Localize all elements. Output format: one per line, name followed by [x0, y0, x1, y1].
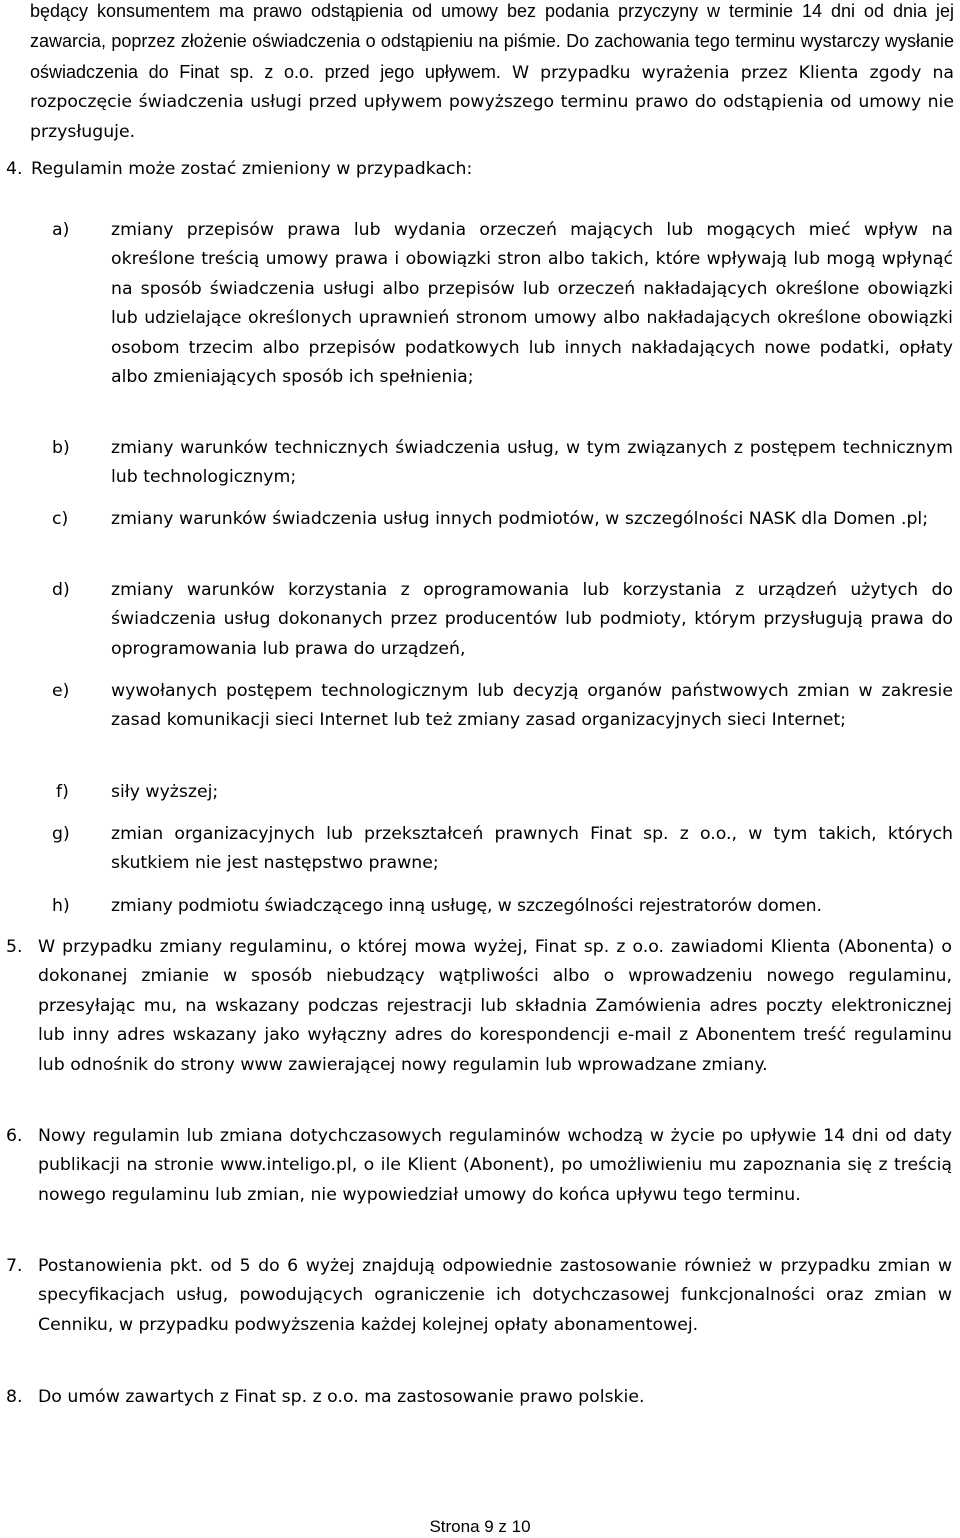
intro-paragraph [30, 0, 954, 147]
section-7-number: 7. [6, 1256, 23, 1276]
list-item-text: wywołanych postępem technologicznym lub decyzją organów państwowych zmian w zakresie zasad komunikacji sieci Internet lub też zmiany zasad organizacyjnych sieci Internet; [111, 681, 953, 731]
list-item-text: zmiany warunków technicznych świadczenia usług, w tym związanych z postępem technicznym lub technologicznym; [111, 438, 953, 488]
section-6-number: 6. [6, 1126, 23, 1146]
section-7-text: Postanowienia pkt. od 5 do 6 wyżej znajdują odpowiednie zastosowanie również w przypadku zmian w specyfikacjach usług, powodujących ograniczenie ich dotychczasowej funkcjonalności oraz zmian w Cenniku, w przypadku podwyższenia każdej kolejnej opłaty abonamentowej. [38, 1256, 952, 1335]
list-item-label: h) [52, 896, 70, 916]
section-6-text: Nowy regulamin lub zmiana dotychczasowych regulaminów wchodzą w życie po upływie 14 dni od daty publikacji na stronie www.inteligo.pl, o ile Klient (Abonent), po umożliwieniu mu zapoznania się z treścią nowego regulaminu lub zmian, nie wypowiedział umowy do końca upływu tego terminu. [38, 1126, 952, 1205]
list-item-label: e) [52, 681, 70, 701]
section-8-text: Do umów zawartych z Finat sp. z o.o. ma zastosowanie prawo polskie. [38, 1387, 645, 1407]
section-8-number: 8. [6, 1387, 23, 1407]
list-item-label: d) [52, 580, 70, 600]
page-footer: Strona 9 z 10 [429, 1517, 531, 1536]
intro-text-part-1: będący konsumentem ma prawo odstąpienia od umowy bez podania przyczyny w terminie 14 dni od dnia jej zawarcia, poprzez złożenie oświadczenia o odstąpieniu na piśmie. Do zachowania tego terminu wystarczy wysłanie oświadczenia do Finat sp. z o.o. przed jego upływem. [30, 1, 954, 82]
section-4-lead: Regulamin może zostać zmieniony w przypadkach: [31, 159, 473, 179]
list-item-label: c) [52, 509, 69, 529]
list-item-text: zmiany warunków świadczenia usług innych podmiotów, w szczególności NASK dla Domen .pl; [111, 509, 929, 529]
list-item-text: zmiany podmiotu świadczącego inną usługę, w szczególności rejestratorów domen. [111, 896, 822, 916]
list-item-label: b) [52, 438, 70, 458]
list-item-text: zmiany przepisów prawa lub wydania orzeczeń mających lub mogących mieć wpływ na określone treścią umowy prawa i obowiązki stron albo takich, które wpływają lub mogą wpłynąć na sposób świadczenia usługi albo przepisów lub orzeczeń nakładających określone obowiązki lub udzielające określonych uprawnień stronom umowy albo nakładających określone obowiązki osobom trzecim albo przepisów podatkowych lub innych nakładających nowe podatki, opłaty albo zmieniających sposób ich spełnienia; [111, 220, 953, 388]
list-item-text: zmiany warunków korzystania z oprogramowania lub korzystania z urządzeń użytych do świadczenia usług dokonanych przez producentów lub podmioty, którym przysługują prawa do oprogramowania lub prawa do urządzeń, [111, 580, 953, 659]
list-item-text: zmian organizacyjnych lub przekształceń prawnych Finat sp. z o.o., w tym takich, których skutkiem nie jest następstwo prawne; [111, 824, 953, 874]
list-item-text: siły wyższej; [111, 782, 219, 802]
list-item-label: g) [52, 824, 70, 844]
section-5-text: W przypadku zmiany regulaminu, o której mowa wyżej, Finat sp. z o.o. zawiadomi Klienta (Abonenta) o dokonanej zmianie w sposób niebudzący wątpliwości albo o wprowadzeniu nowego regulaminu, przesyłając mu, na wskazany podczas rejestracji lub składnia Zamówienia adres poczty elektronicznej lub inny adres wskazany jako wyłączny adres do korespondencji e-mail z Abonentem treść regulaminu lub odnośnik do strony www zawierającej nowy regulamin lub wprowadzane zmiany. [38, 937, 952, 1075]
section-5-number: 5. [6, 937, 23, 957]
intro-text-part-2: W przypadku wyrażenia przez Klienta zgody na rozpoczęcie świadczenia usługi przed upływem powyższego terminu prawo do odstąpienia od umowy nie przysługuje. [30, 62, 954, 142]
list-item-label: a) [52, 220, 70, 240]
section-4-number: 4. [6, 159, 23, 179]
list-item-label: f) [56, 782, 69, 802]
